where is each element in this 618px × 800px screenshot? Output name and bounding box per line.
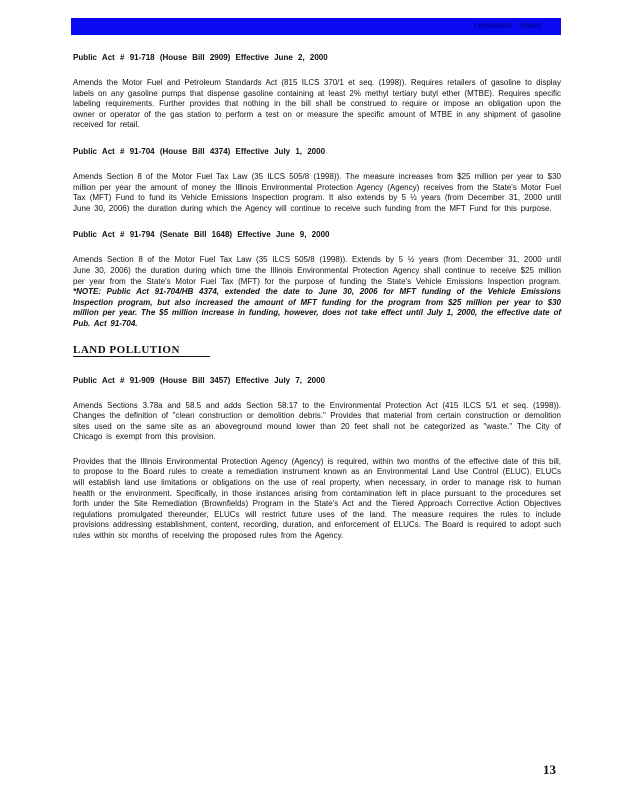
act-heading: Public Act # 91-909 (House Bill 3457) Effective July 7, 2000 [73,375,326,385]
page-number: 13 [543,762,556,777]
act-summary [73,78,561,131]
header-title: Legislative Notes [474,21,541,30]
act-summary [73,255,561,329]
summary-text: Amends Section 8 of the Motor Fuel Tax Law (35 ILCS 505/8 (1998)). The measure increases from $25 million per year to $30 million per year the amount of money the Illinois Environmental Protection Agency (Agency) receives from the State's Motor Fuel Tax (MFT) Fund to fund its Vehicle Emissions Inspection program. It also extends by 5 ½ years (from December 31, 2000 until June 30, 2006) the duration during which the Agency will continue to receive such funding from the MFT Fund for this purpose. [73,171,561,213]
summary-text: Provides that the Illinois Environmental Protection Agency (Agency) is required, within two months of the effective date of this bill, to propose to the Board rules to create a remediation instrument known as an Environmental Land Use Control (ELUC). ELUCs will establish land use limitations or obligations on the use of real property, when necessary, in order to manage risk to human health or the environment. Specifically, in those instances arising from contamination left in place pursuant to the procedures set forth under the Site Remediation (Brownfields) Program in the State's Act and the Tiered Approach Corrective Action Objectives regulations promulgated thereunder, ELUCs will restrict future uses of the land. The measure requires the rules to include provisions addressing establishment, content, recording, duration, and enforcement of ELUCs. The Board is required to adopt such rules within six months of receiving the proposed rules from the Agency. [73,456,561,541]
act-heading: Public Act # 91-704 (House Bill 4374) Effective July 1, 2000 [73,146,326,156]
act-summary [73,172,561,214]
act-heading: Public Act # 91-718 (House Bill 2909) Effective June 2, 2000 [73,53,328,62]
act-summary [73,401,561,443]
summary-text: Amends Section 8 of the Motor Fuel Tax Law (35 ILCS 505/8 (1998)). Extends by 5 ½ years (from December 31, 2000 until June 30, 2006) the duration during which time the Illinois Environmental Protection Agency shall continue to receive $25 million per year from the State's Motor Fuel Tax (MFT) for the purpose of funding the State's Vehicle Emissions Inspection program. [73,255,561,286]
act-summary [73,457,561,542]
section-title: LAND POLLUTION [73,344,210,357]
act-heading: Public Act # 91-794 (Senate Bill 1648) Effective June 9, 2000 [73,230,330,240]
header-bar [71,18,561,35]
document-body [73,40,561,542]
summary-text: Amends the Motor Fuel and Petroleum Standards Act (815 ILCS 370/1 et seq. (1998)). Requires retailers of gasoline to display labels on any gasoline pumps that dispense gasoline containing at least 2% methyl tertiary butyl ether (MTBE). Requires specific labeling requirements. Further provides that nothing in the bill shall be construed to require or impose an obligation upon the owner or operator of the gas station to perform a test on or measure the specific amount of MTBE in any shipment of gasoline received for retail. [73,78,561,130]
summary-text: Amends Sections 3.78a and 58.5 and adds Section 58.17 to the Environmental Protection Act (415 ILCS 5/1 et seq. (1998)). Changes the definition of "clean construction or demolition debris." Provides that material from certain construction or demolition sites used on the same site as an aboveground mound lower than 20 feet shall not be categorized as "waste." The City of Chicago is exempt from this provision. [73,400,561,442]
summary-note: *NOTE: Public Act 91-704/HB 4374, extended the date to June 30, 2006 for MFT funding of the Vehicle Emissions Inspection program, but also increased the amount of MFT funding for the program from $25 million per year to $30 million per year. The $5 million increase in funding, however, does not take effect until July 1, 2000, the effective date of Pub. Act 91-704. [73,287,561,328]
